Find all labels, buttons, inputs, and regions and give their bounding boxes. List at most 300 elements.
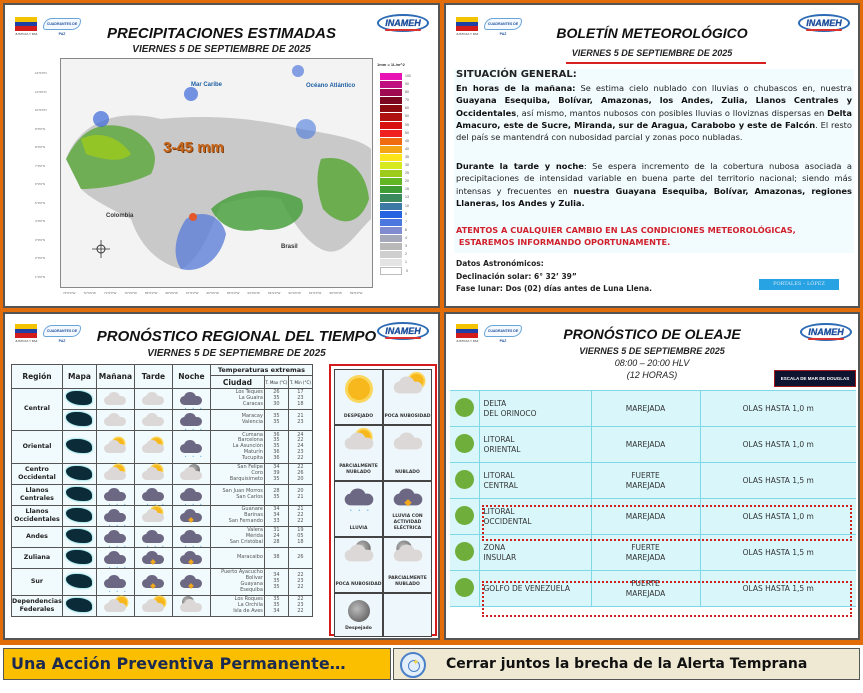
legend-value: 2	[405, 252, 407, 257]
evening-label: Durante la tarde y noche	[456, 161, 584, 171]
legend-value: 30	[405, 163, 409, 168]
status-cell	[450, 427, 479, 463]
city-name: San Fernando	[228, 517, 263, 524]
tmin-value: 26	[297, 554, 304, 561]
city-name: Maracaibo	[236, 554, 263, 561]
panel-title: PRONÓSTICO REGIONAL DEL TIEMPO	[96, 328, 377, 345]
tmax-value: 33	[273, 517, 280, 524]
lat-tick: 6°0'0"N	[35, 182, 46, 186]
wave-height: OLAS HASTA 1,0 m	[700, 499, 856, 535]
inameh-logo-text: INAMEH	[808, 327, 844, 337]
tmax-value: 28	[273, 488, 280, 495]
region-map	[62, 389, 96, 410]
tmin-values	[288, 389, 312, 410]
legend-label: Despejado	[345, 626, 372, 631]
legend-value: 13	[405, 195, 409, 200]
panel-title: PRONÓSTICO DE OLEAJE	[563, 326, 741, 342]
status-dot-icon	[455, 506, 474, 525]
tmin-value: 26	[297, 470, 304, 477]
status-cell	[450, 499, 479, 535]
sea-state	[591, 463, 700, 499]
thunderstorm-icon	[178, 508, 204, 522]
legend-cell-parcialmente-nublado-noche	[383, 537, 432, 593]
region-map	[62, 548, 96, 569]
zone-line: GOLFO DE VENEZUELA	[483, 583, 570, 593]
region-map-icon	[66, 508, 92, 522]
city-list	[210, 596, 264, 617]
zone-line: OCCIDENTAL	[483, 516, 532, 526]
tmax-values	[264, 485, 288, 506]
astro-declination: Declinación solar: 6° 32’ 39”	[456, 271, 577, 281]
header-city: Ciudad	[210, 376, 264, 389]
tmin-value: 22	[297, 512, 304, 519]
state-line: MAREJADA	[625, 439, 666, 449]
forecast-afternoon	[134, 527, 172, 548]
header-night: Noche	[172, 365, 210, 389]
region-map	[62, 431, 96, 464]
morning-bold-1: Guayana Esequiba, Bolívar, Amazonas, los Andes, Zulia, Llanos Centrales y Occidentales	[456, 95, 852, 118]
rain-cell	[93, 111, 109, 127]
header-tmax: T. Max (°C)	[264, 376, 288, 389]
alert-message	[456, 225, 852, 248]
lat-tick: 3°0'0"N	[35, 237, 46, 242]
forecast-afternoon	[134, 464, 172, 485]
flag-caption: JUSTICIA Y PAZ	[15, 339, 38, 343]
city-name: Esequiba	[240, 586, 263, 593]
forecast-night	[172, 506, 210, 527]
partly-cloudy-icon	[140, 439, 166, 453]
forecast-morning	[96, 527, 134, 548]
tmin-value: 22	[297, 607, 304, 614]
legend-swatch	[380, 203, 409, 211]
precipitation-map	[60, 58, 373, 288]
legend-swatch	[380, 154, 409, 162]
forecast-night	[172, 569, 210, 596]
rain-icon: • • •	[102, 529, 128, 543]
status-cell	[450, 391, 479, 427]
header-region: Región	[12, 365, 63, 389]
douglas-scale-button[interactable]: ESCALA DE MAR DE DOUGLAS	[774, 370, 856, 387]
regional-table	[11, 364, 313, 617]
night-few-clouds-icon	[342, 543, 376, 561]
forecast-morning	[96, 506, 134, 527]
state-line: MAREJADA	[625, 511, 666, 521]
header-morning: Mañana	[96, 365, 134, 389]
legend-cell-despejado	[334, 369, 383, 425]
sea-state	[591, 427, 700, 463]
evening-text-1: : Se espera incremento de la cobertura nubosa asociada a precipitaciones de intensidad variable en buena parte del territorio nacional; siendo más intensas y frecuentes en	[456, 161, 852, 196]
tmax-value: 35	[273, 419, 280, 425]
forecast-hours: 08:00 – 20:00 HLV	[614, 358, 690, 368]
forecast-afternoon	[134, 506, 172, 527]
legend-value: 70	[405, 98, 409, 103]
gov-logo: CUADRANTES DE PAZ	[43, 18, 81, 30]
legend-swatch	[380, 105, 409, 113]
morning-bold-2: Delta Amacuro, este de Sucre, Miranda, sur de Aragua, Carabobo y este de Falcón	[456, 107, 852, 130]
region-map-icon	[66, 439, 92, 453]
rain-icon: • • •	[178, 412, 204, 426]
region-row	[12, 431, 313, 464]
state-line: MAREJADA	[625, 403, 666, 413]
tmax-value: 31	[273, 527, 280, 534]
forecast-afternoon	[134, 431, 172, 464]
tmin-value: 20	[297, 488, 304, 495]
tmax-value: 28	[273, 538, 280, 545]
tmin-value: 23	[297, 448, 304, 455]
forecast-night	[172, 464, 210, 485]
tmin-values	[288, 506, 312, 527]
region-name: Zuliana	[12, 548, 63, 569]
region-map-icon	[66, 598, 92, 612]
lon-tick: 70°0'0"W	[124, 291, 137, 295]
wave-height: OLAS HASTA 1,5 m	[700, 463, 856, 499]
city-name: Tucupita	[241, 454, 263, 461]
footer-slogan-left: Una Acción Preventiva Permanente…	[3, 648, 391, 680]
city-name: Maracay	[241, 413, 263, 420]
credit-badge: PORTALES – LÓPEZ	[759, 279, 839, 290]
legend-label: DESPEJADO	[343, 414, 374, 419]
section-title: SITUACIÓN GENERAL:	[456, 69, 577, 80]
tmin-value: 18	[297, 538, 304, 545]
partly-cloudy-icon	[342, 431, 376, 449]
tmax-value: 35	[273, 413, 280, 420]
footer-slogan-right-box	[393, 648, 860, 680]
tmax-value: 35	[273, 494, 280, 500]
region-row	[12, 464, 313, 485]
legend-value: 80	[405, 90, 409, 95]
lon-tick: 61°0'0"W	[309, 291, 322, 295]
sun-icon	[348, 378, 370, 400]
tmax-value: 35	[273, 395, 280, 402]
wmo-logo-icon	[400, 652, 426, 678]
state-line: FUERTE	[631, 470, 660, 480]
lat-tick: 10°0'0"N	[35, 108, 47, 112]
waves-panel	[444, 312, 860, 640]
lon-tick: 69°0'0"W	[145, 291, 158, 295]
region-name: Dependencias Federales	[12, 596, 63, 617]
wmo-star-icon: ✦	[412, 658, 420, 668]
lat-tick: 7°0'0"N	[35, 163, 46, 168]
city-name: La Orchila	[237, 602, 263, 609]
region-map-icon	[66, 391, 92, 405]
region-name: Oriental	[12, 431, 63, 464]
wave-row	[450, 427, 856, 463]
legend-swatch	[380, 243, 407, 251]
legend-unit: 1mm = 1L/m^2	[377, 62, 405, 67]
waves-table	[450, 390, 856, 607]
night-partly-cloudy-icon	[178, 598, 204, 612]
state-line: FUERTE	[631, 578, 660, 588]
cloudy-icon	[102, 412, 128, 426]
wave-row	[450, 391, 856, 427]
forecast-afternoon	[134, 548, 172, 569]
city-name: Los Roques	[234, 596, 263, 603]
legend-swatch	[380, 81, 409, 89]
region-row	[12, 596, 313, 617]
legend-value: 4	[405, 235, 407, 240]
legend-cell-lluvia	[334, 481, 383, 537]
rain-icon: • • •	[178, 529, 204, 543]
city-list	[210, 431, 264, 464]
forecast-night	[172, 485, 210, 506]
legend-value: 6	[405, 227, 407, 232]
region-row	[12, 548, 313, 569]
morning-paragraph	[456, 82, 852, 143]
legend-swatch	[380, 259, 407, 267]
zone-line: CENTRAL	[483, 480, 518, 490]
lat-tick: 2°0'0"N	[35, 256, 46, 260]
legend-value: 90	[405, 82, 409, 87]
morning-label: En horas de la mañana:	[456, 83, 576, 93]
zone-line: DEL ORINOCO	[483, 408, 537, 418]
region-name: Central	[12, 389, 63, 431]
legend-empty-cell	[383, 593, 432, 637]
alert-line-2: ESTAREMOS INFORMANDO OPORTUNAMENTE.	[456, 236, 671, 247]
thunderstorm-icon	[140, 550, 166, 564]
tmin-value: 22	[297, 437, 304, 444]
tmin-value: 23	[297, 395, 304, 402]
tmax-value: 34	[273, 464, 280, 471]
inameh-logo-text: INAMEH	[385, 326, 421, 336]
tmax-value: 30	[273, 400, 280, 407]
bulletin-panel	[444, 3, 860, 308]
rain-icon: • • •	[102, 487, 128, 501]
tmax-values	[264, 431, 288, 464]
region-row	[12, 527, 313, 548]
alert-line-1: ATENTOS A CUALQUIER CAMBIO EN LAS CONDICIONES METEOROLÓGICAS,	[456, 225, 796, 235]
city-name: Bolívar	[245, 575, 263, 582]
forecast-night	[172, 527, 210, 548]
tmin-value: 24	[297, 431, 304, 438]
evening-bold-1: nuestra Guayana Esequiba, Bolívar, Amazonas, regiones Llaneras, los Andes y Zulia.	[456, 185, 852, 208]
header-afternoon: Tarde	[134, 365, 172, 389]
tmax-value: 36	[273, 454, 280, 461]
region-row	[12, 569, 313, 596]
legend-swatch	[380, 267, 408, 275]
tmin-values	[288, 485, 312, 506]
city-name: Caracas	[242, 400, 263, 407]
legend-label: LLUVIA CON ACTIVIDAD ELÉCTRICA	[392, 514, 423, 531]
legend-label: POCA NUBOSIDAD	[384, 414, 431, 419]
legend-cell-lluvia-electrica	[383, 481, 432, 537]
tmin-value: 21	[297, 413, 304, 420]
region-map-icon	[66, 412, 92, 426]
wave-height: OLAS HASTA 1,5 m	[700, 535, 856, 571]
tmax-value: 38	[273, 554, 280, 561]
tmin-value: 22	[297, 572, 304, 579]
forecast-afternoon	[134, 569, 172, 596]
lat-tick: 5°0'0"N	[35, 200, 46, 205]
rain-peak	[189, 213, 197, 221]
legend-swatch	[380, 227, 407, 235]
rain-icon: • • •	[178, 487, 204, 501]
region-map	[62, 596, 96, 617]
cloudy-icon	[140, 412, 166, 426]
region-row	[12, 485, 313, 506]
partly-cloudy-icon	[140, 466, 166, 480]
city-name: Barinas	[244, 512, 263, 519]
tmin-values	[288, 596, 312, 617]
region-map	[62, 527, 96, 548]
city-list	[210, 464, 264, 485]
city-name: Valencia	[241, 419, 263, 425]
city-list	[210, 506, 264, 527]
city-name: Guayana	[240, 581, 263, 587]
legend-swatch	[380, 138, 409, 146]
lon-tick: 67°0'0"W	[186, 291, 199, 295]
tmax-values	[264, 410, 288, 431]
legend-value: 60	[405, 106, 409, 111]
rain-icon: • • •	[178, 391, 204, 405]
wave-row	[450, 463, 856, 499]
zone-line: LITORAL	[483, 506, 515, 516]
tmin-value: 24	[297, 443, 304, 450]
lat-tick: 9°0'0"N	[35, 126, 46, 131]
tmax-value: 34	[273, 572, 280, 579]
rain-icon: • • •	[102, 574, 128, 588]
morning-text-2: , así mismo, mantos nubosos con posibles lluvias o lloviznas dispersas en	[516, 107, 828, 118]
legend-swatch	[380, 251, 407, 259]
lon-tick: 62°0'0"W	[288, 291, 301, 295]
tmax-value: 24	[273, 533, 280, 540]
tmax-value: 35	[273, 583, 280, 590]
city-name: Barquisimeto	[229, 475, 263, 482]
city-name: Mérida	[245, 533, 263, 540]
tmin-value: 19	[297, 527, 304, 534]
tmin-values	[288, 464, 312, 485]
forecast-night	[172, 389, 210, 410]
city-name: Coro	[251, 470, 263, 477]
state-line: MAREJADA	[625, 480, 666, 490]
flag-caption: JUSTICIA Y PAZ	[456, 339, 479, 343]
state-line: FUERTE	[631, 542, 660, 552]
city-list	[210, 410, 264, 431]
forecast-night	[172, 548, 210, 569]
legend-value: 1	[405, 260, 407, 265]
city-name: Barcelona	[237, 437, 263, 444]
gov-logo: CUADRANTES DE PAZ	[484, 325, 522, 337]
gov-logo: CUADRANTES DE PAZ	[484, 18, 522, 30]
city-name: La Guaira	[238, 395, 263, 402]
legend-value: 55	[405, 122, 409, 127]
legend-value: 10	[405, 203, 409, 208]
header-temps: Temperaturas extremas	[210, 365, 312, 376]
legend-value: 0	[406, 269, 408, 274]
region-name: Llanos Centrales	[12, 485, 63, 506]
flag-caption: JUSTICIA Y PAZ	[456, 32, 479, 36]
thunderstorm-icon	[140, 574, 166, 588]
tmin-value: 23	[297, 578, 304, 585]
legend-swatch	[380, 130, 409, 138]
legend-swatch	[380, 194, 409, 202]
wave-height: OLAS HASTA 1,5 m	[700, 571, 856, 607]
panel-date: VIERNES 5 DE SEPTIEMBRE DE 2025	[571, 48, 733, 58]
forecast-afternoon	[134, 485, 172, 506]
forecast-night	[172, 596, 210, 617]
status-dot-icon	[455, 470, 474, 489]
status-dot-icon	[455, 578, 474, 597]
highlight-box	[482, 578, 852, 617]
legend-value: 100	[405, 74, 411, 78]
city-list	[210, 485, 264, 506]
panel-date: VIERNES 5 DE SEPTIEMBRE 2025	[579, 346, 725, 356]
legend-swatch	[380, 186, 409, 194]
tmax-value: 39	[273, 470, 280, 477]
map-label-brasil: Brasil	[281, 244, 298, 250]
forecast-morning	[96, 464, 134, 485]
tmin-value: 23	[297, 602, 304, 609]
rain-icon: • • •	[102, 550, 128, 564]
zone-line: INSULAR	[483, 552, 517, 562]
forecast-morning	[96, 548, 134, 569]
lat-tick: 1°0'0"N	[35, 274, 46, 279]
region-map	[62, 410, 96, 431]
morning-text-1: Se estima cielo nublado con lluvias o chubascos en, nuestra	[575, 83, 852, 93]
tmax-values	[264, 506, 288, 527]
astro-moon: Fase lunar: Dos (02) días antes de Luna Llena.	[456, 284, 652, 293]
city-name: Valera	[247, 527, 263, 534]
legend-swatch	[380, 73, 411, 81]
legend-value: 40	[405, 146, 409, 151]
region-map-icon	[66, 487, 92, 501]
cloudy-icon	[140, 391, 166, 405]
tmin-value: 22	[297, 583, 304, 590]
evening-paragraph	[456, 160, 852, 209]
flag-caption: JUSTICIA Y PAZ	[15, 32, 38, 36]
lon-tick: 68°0'0"W	[165, 291, 178, 295]
legend-swatch	[380, 170, 409, 178]
region-map	[62, 569, 96, 596]
region-map-icon	[66, 574, 92, 588]
region-name: Llanos Occidentales	[12, 506, 63, 527]
legend-value: 3	[405, 243, 407, 248]
region-map-icon	[66, 550, 92, 564]
inameh-logo-text: INAMEH	[385, 18, 421, 28]
lon-tick: 59°0'0"W	[350, 291, 363, 295]
legend-cell-parcialmente-nublado	[334, 425, 383, 481]
tmax-values	[264, 548, 288, 569]
tmax-values	[264, 569, 288, 596]
tmax-value: 34	[273, 506, 280, 513]
map-label-colombia: Colombia	[106, 213, 134, 219]
region-row	[12, 506, 313, 527]
title-underline	[566, 62, 766, 64]
tmin-values	[288, 527, 312, 548]
tmax-value: 35	[273, 443, 280, 450]
forecast-morning	[96, 410, 134, 431]
region-map	[62, 485, 96, 506]
lat-tick: 11°0'0"N	[35, 89, 47, 94]
legend-label: PARCIALMENTE NUBLADO	[388, 576, 427, 587]
zone-line: ORIENTAL	[483, 444, 521, 454]
legend-swatch	[380, 178, 409, 186]
forecast-afternoon	[134, 596, 172, 617]
zone-name	[479, 427, 591, 463]
city-name: San Felipe	[237, 464, 263, 471]
forecast-morning	[96, 389, 134, 410]
legend-value: 15	[405, 187, 409, 192]
lon-tick: 72°0'0"W	[83, 291, 96, 295]
forecast-duration: (12 HORAS)	[626, 370, 678, 380]
moon-icon	[348, 600, 370, 622]
city-name: San Juan Morros	[222, 488, 263, 495]
tmin-values	[288, 569, 312, 596]
legend-swatch	[380, 162, 409, 170]
tmax-value: 34	[273, 607, 280, 614]
forecast-morning	[96, 431, 134, 464]
lon-tick: 66°0'0"W	[206, 291, 219, 295]
tmax-values	[264, 527, 288, 548]
